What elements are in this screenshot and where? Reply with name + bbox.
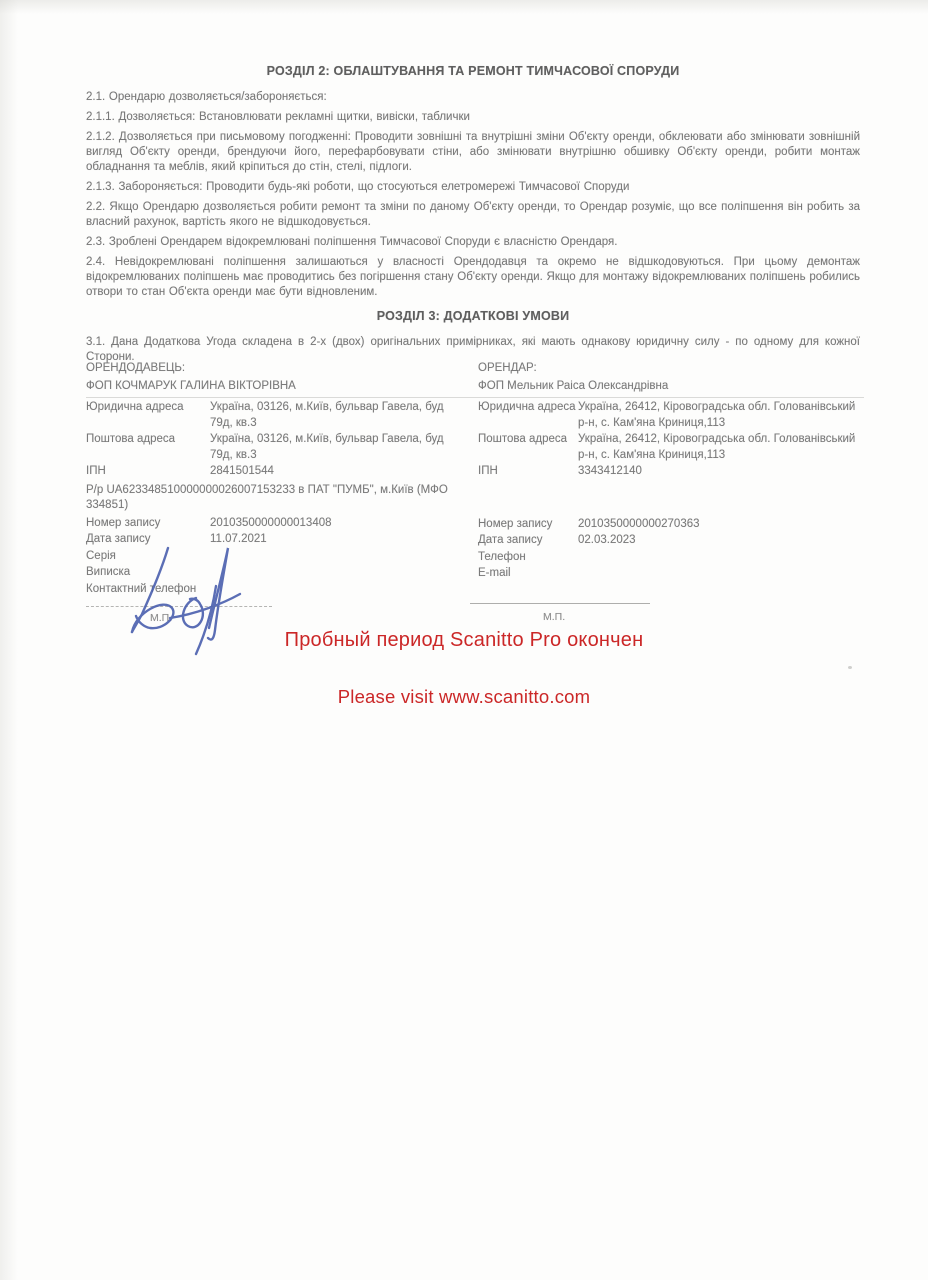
table-row: [478, 400, 864, 431]
table-row: [86, 432, 478, 463]
table-row: [86, 400, 478, 431]
field-value: Україна, 03126, м.Київ, бульвар Гавела, буд 79д, кв.3: [210, 401, 444, 429]
field-label: Юридична адреса: [478, 401, 576, 413]
field-value: Україна, 26412, Кіровоградська обл. Голованівський р-н, с. Кам'яна Криниця,113: [578, 433, 856, 461]
field-label: Юридична адреса: [86, 401, 184, 413]
table-row: [86, 565, 478, 581]
field-value: 2010350000000013408: [210, 516, 332, 529]
field-label: ІПН: [478, 465, 498, 477]
field-value: Україна, 26412, Кіровоградська обл. Голованівський р-н, с. Кам'яна Криниця,113: [578, 401, 856, 429]
tenant-signature-line: [470, 603, 650, 604]
table-row: [478, 517, 864, 533]
field-value: Україна, 03126, м.Київ, бульвар Гавела, буд 79д, кв.3: [210, 433, 444, 461]
clause-2-1-2: 2.1.2. Дозволяється при письмовому погодженні: Проводити зовнішні та внутрішні зміни Об'єкту оренди, обклеювати або змінювати зовнішній вигляд Об'єкту оренди, брендуючи його, перефарбовувати стіни, або змінювати внутрішню обшивку Об'єкту оренди, робити монтаж обладнання та меблів, який кріпиться до стін, стелі, підлоги.: [86, 131, 860, 173]
field-value: 2841501544: [210, 465, 274, 477]
parties-block: [86, 361, 864, 624]
field-label: Поштова адреса: [86, 433, 176, 445]
clause-3-1: 3.1. Дана Додаткова Угода складена в 2-х (двох) оригінальних примірниках, які мають однакову юридичну силу - по одному для кожної Сторони.: [86, 336, 860, 363]
clause-2-2: 2.2. Якщо Орендарю дозволяється робити ремонт та зміни по даному Об'єкту оренди, то Орендар розуміє, що все поліпшення він робить за власний рахунок, вартість якого не відшкодовується.: [86, 201, 860, 228]
tenant-details: [478, 400, 864, 598]
table-row: [478, 550, 864, 566]
trial-watermark-link-text: Please visit www.scanitto.com: [337, 686, 591, 707]
table-row: [478, 533, 864, 549]
field-label: Поштова адреса: [478, 433, 568, 445]
field-value: 11.07.2021: [210, 533, 267, 545]
field-value: 02.03.2023: [578, 534, 636, 546]
field-label: Номер запису: [478, 517, 553, 530]
landlord-head: [86, 361, 478, 397]
section-3-title: РОЗДІЛ 3: ДОДАТКОВІ УМОВИ: [376, 309, 570, 323]
landlord-role-label: ОРЕНДОДАВЕЦЬ:: [86, 362, 186, 374]
table-row: [86, 549, 478, 565]
field-label: ІПН: [86, 465, 106, 477]
field-label: Виписка: [86, 566, 131, 578]
party-details-columns: [86, 400, 864, 598]
field-value: [210, 549, 468, 565]
landlord-stamp-label: М.П.: [150, 612, 173, 624]
field-label: Дата запису: [86, 533, 151, 545]
table-row: [86, 516, 478, 532]
table-row: [478, 432, 864, 463]
table-row: [86, 582, 478, 598]
landlord-name: ФОП КОЧМАРУК ГАЛИНА ВІКТОРІВНА: [86, 379, 296, 392]
field-value: [578, 566, 858, 582]
field-label: Серія: [86, 549, 116, 562]
field-value: [210, 582, 468, 598]
tenant-role-label: ОРЕНДАР:: [478, 362, 537, 374]
table-row: [478, 566, 864, 582]
landlord-signature-line: [86, 606, 272, 607]
clause-2-1-3: 2.1.3. Забороняється: Проводити будь-які роботи, що стосуються елетромережі Тимчасової Споруди: [86, 181, 630, 193]
contract-body: [86, 64, 860, 370]
landlord-details: [86, 400, 478, 598]
field-label: Номер запису: [86, 516, 161, 529]
table-row: [86, 464, 478, 480]
field-label: Дата запису: [478, 534, 543, 546]
tenant-name: ФОП Мельник Раіса Олександрівна: [478, 379, 669, 392]
field-value: 2010350000000270363: [578, 517, 700, 530]
tenant-head: [478, 361, 864, 397]
column-spacer: [478, 481, 864, 517]
table-row: [478, 464, 864, 480]
field-value: [578, 550, 858, 566]
trial-watermark-text: Пробный период Scanitto Pro окончен: [284, 629, 644, 651]
party-roles-row: [86, 361, 864, 397]
section-2-title: РОЗДІЛ 2: ОБЛАШТУВАННЯ ТА РЕМОНТ ТИМЧАСОВОЇ СПОРУДИ: [266, 64, 680, 78]
clause-2-1-1: 2.1.1. Дозволяється: Встановлювати рекламні щитки, вивіски, таблички: [86, 111, 470, 123]
field-label: E-mail: [478, 567, 511, 579]
scan-artifact-speck: [848, 666, 852, 669]
clause-2-3: 2.3. Зроблені Орендарем відокремлювані поліпшення Тимчасової Споруди є власністю Орендаря.: [86, 236, 618, 248]
field-value: [210, 565, 468, 581]
tenant-stamp-label: М.П.: [543, 611, 566, 623]
landlord-bank-account: Р/р UA623348510000000026007153233 в ПАТ "ПУМБ", м.Київ (МФО 334851): [86, 483, 448, 511]
table-top-border: [86, 397, 864, 398]
field-value: 3343412140: [578, 465, 642, 477]
table-row: [86, 532, 478, 548]
field-label: Телефон: [478, 550, 526, 563]
field-label: Контактний телефон: [86, 582, 197, 595]
clause-2-1: 2.1. Орендарю дозволяється/забороняється:: [86, 91, 327, 103]
clause-2-4: 2.4. Невідокремлювані поліпшення залишаються у власності Орендодавця та окремо не відшкодовуються. При цьому демонтаж відокремлюваних поліпшень має проводитись без погіршення стану Об'єкту оренди. Якщо для монтажу відокремлюваних поліпшень робились отвори то стан Об'єкта оренди має бути відновленим.: [86, 256, 860, 298]
